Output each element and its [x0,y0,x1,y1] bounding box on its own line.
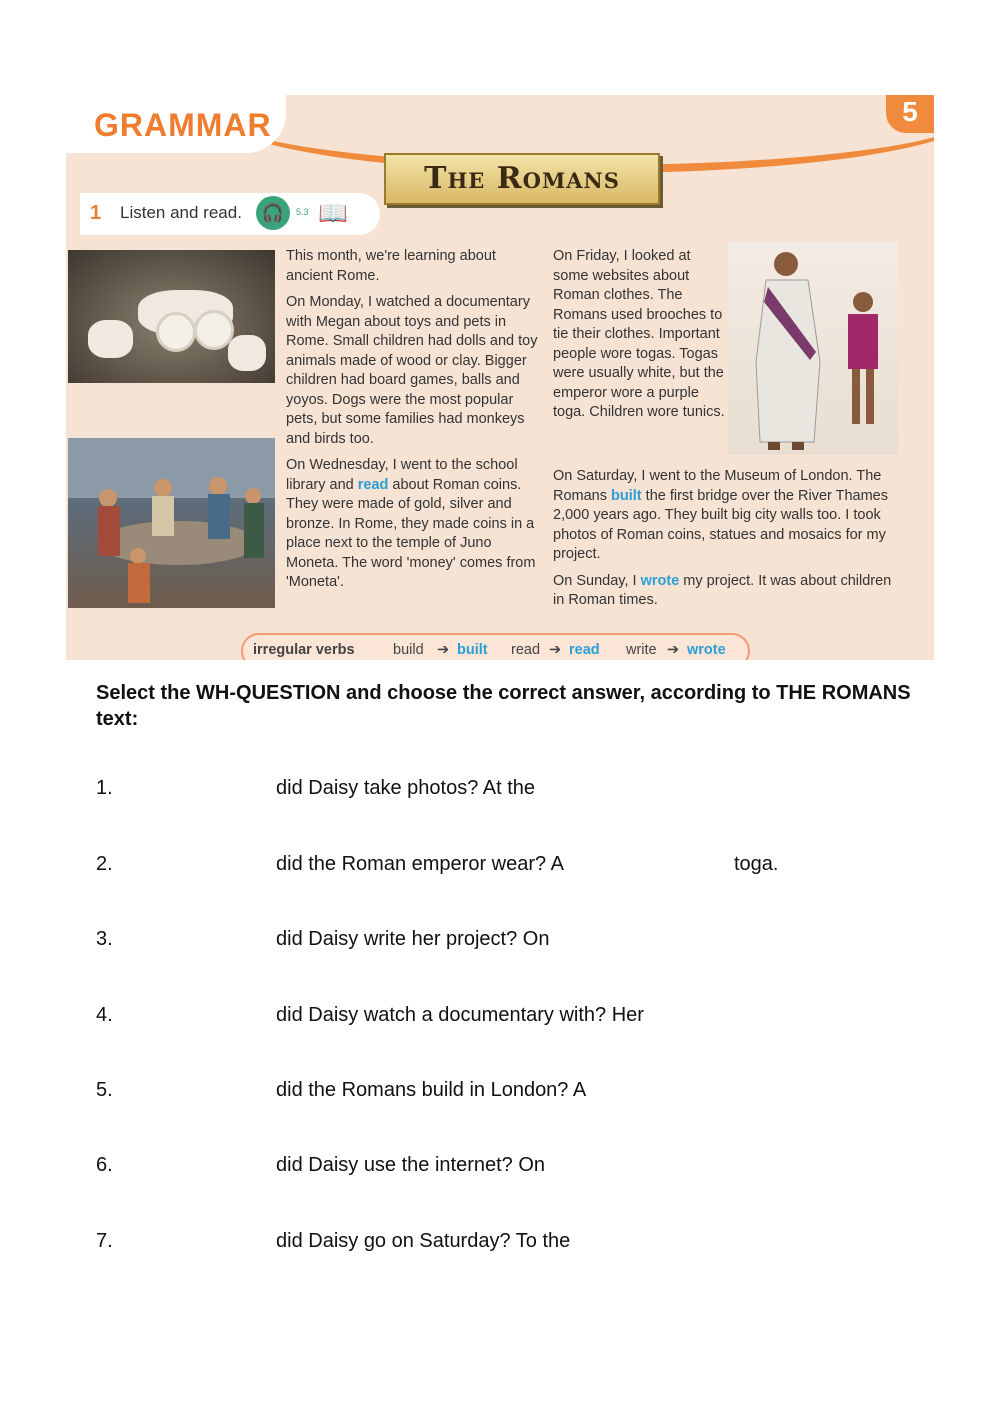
answer-select[interactable] [626,1079,746,1106]
question-row [96,1154,896,1182]
question-row [96,928,896,956]
unit-badge: 5 [886,95,934,133]
toy-animal [88,320,133,358]
paragraph: On Sunday, I wrote my project. It was about children in Roman times. [553,572,892,608]
verb-base: write [626,642,657,658]
exercise-number: 1 [90,202,102,224]
page-title: The Romans [424,161,620,196]
photo-roman-clothes [728,242,898,455]
exercise-instruction-heading: Select the WH-QUESTION and choose the correct answer, according to THE ROMANS text: [96,682,911,730]
question-number: 2. [96,853,113,875]
wh-question-select[interactable] [136,853,256,880]
arrow-icon: ➔ [667,642,680,658]
verb-base: build [393,642,424,658]
irregular-verbs-bar [241,633,750,660]
paragraph: On Wednesday, I went to the school library and read about Roman coins. They were made of gold, silver and bronze. In Rome, they made coins in a place next to the temple of Juno Moneta. The word 'money' comes from 'Moneta'. [286,457,536,590]
paragraph: On Saturday, I went to the Museum of London. The Romans built the first bridge over the River Thames 2,000 years ago. They built big city walls too. I took photos of Roman coins, statues and mosaics for my project. [553,468,888,562]
verb-past: built [457,642,488,658]
question-text: did Daisy write her project? On [276,928,550,950]
question-row [96,853,896,881]
question-text: did Daisy go on Saturday? To the [276,1230,571,1252]
question-number: 3. [96,928,113,950]
section-tag-label: GRAMMAR [94,107,272,143]
text-column-2-top [553,247,725,430]
verb-past: wrote [687,642,726,658]
exercise-instruction-bar [80,193,380,235]
question-row [96,1004,896,1032]
paragraph: On Monday, I watched a documentary with Megan about toys and pets in Rome. Small children had dolls and toy animals made of wood or clay. Bigger children had board games, balls and yoyos. Dogs were the most popular pets, but some families had monkeys and birds too. [286,294,538,447]
answer-select[interactable] [581,1154,701,1181]
question-row [96,1230,896,1258]
wh-question-select[interactable] [136,928,256,955]
exercise-instruction: Listen and read. [120,203,242,222]
answer-select[interactable] [686,1004,806,1031]
irregular-verbs-label: irregular verbs [253,642,355,658]
highlighted-verb: read [357,476,389,493]
question-text: did the Romans build in London? A [276,1079,587,1101]
title-plaque [384,153,660,205]
question-number: 5. [96,1079,113,1101]
paragraph: This month, we're learning about ancient Rome. [286,248,496,284]
grammar-tag [66,95,286,153]
question-number: 6. [96,1154,113,1176]
answer-select[interactable] [566,777,686,804]
question-row [96,777,896,805]
toga-figures-illustration [728,242,898,455]
verb-past: read [569,642,600,658]
question-text: did Daisy take photos? At the [276,777,536,799]
question-row [96,1079,896,1107]
question-number: 7. [96,1230,113,1252]
question-suffix: toga. [734,853,779,875]
text-column-2-bottom [553,467,898,618]
toy-wheel [156,312,196,352]
textbook-panel [66,95,934,660]
wh-question-select[interactable] [136,1230,256,1257]
paragraph: On Friday, I looked at some websites about Roman clothes. The Romans used brooches to tie their clothes. Important people wore togas. Togas were usually white, but the emperor wore a purple toga. Children wore tunics. [553,248,725,420]
photo-roman-mint [68,438,275,608]
question-number: 4. [96,1004,113,1026]
question-text: did the Roman emperor wear? A [276,853,564,875]
question-text: did Daisy use the internet? On [276,1154,546,1176]
text-column-1 [286,247,544,600]
answer-select[interactable] [601,853,721,880]
arrow-icon: ➔ [549,642,562,658]
highlighted-verb: built [611,487,642,504]
answer-select[interactable] [616,1230,736,1257]
arrow-icon: ➔ [437,642,450,658]
wh-question-select[interactable] [136,777,256,804]
open-book-icon[interactable]: 📖 [318,200,348,227]
question-text: did Daisy watch a documentary with? Her [276,1004,644,1026]
highlighted-verb: wrote [640,572,680,589]
mint-scene-illustration [68,438,275,608]
question-number: 1. [96,777,113,799]
wh-question-select[interactable] [136,1154,256,1181]
verb-base: read [511,642,541,658]
answer-select[interactable] [586,928,706,955]
toy-animal [228,335,266,371]
wh-question-select[interactable] [136,1079,256,1106]
headphones-icon[interactable]: 🎧 [256,196,290,230]
wh-question-select[interactable] [136,1004,256,1031]
photo-roman-toys [68,250,275,383]
track-number: 5.3 [296,207,309,217]
